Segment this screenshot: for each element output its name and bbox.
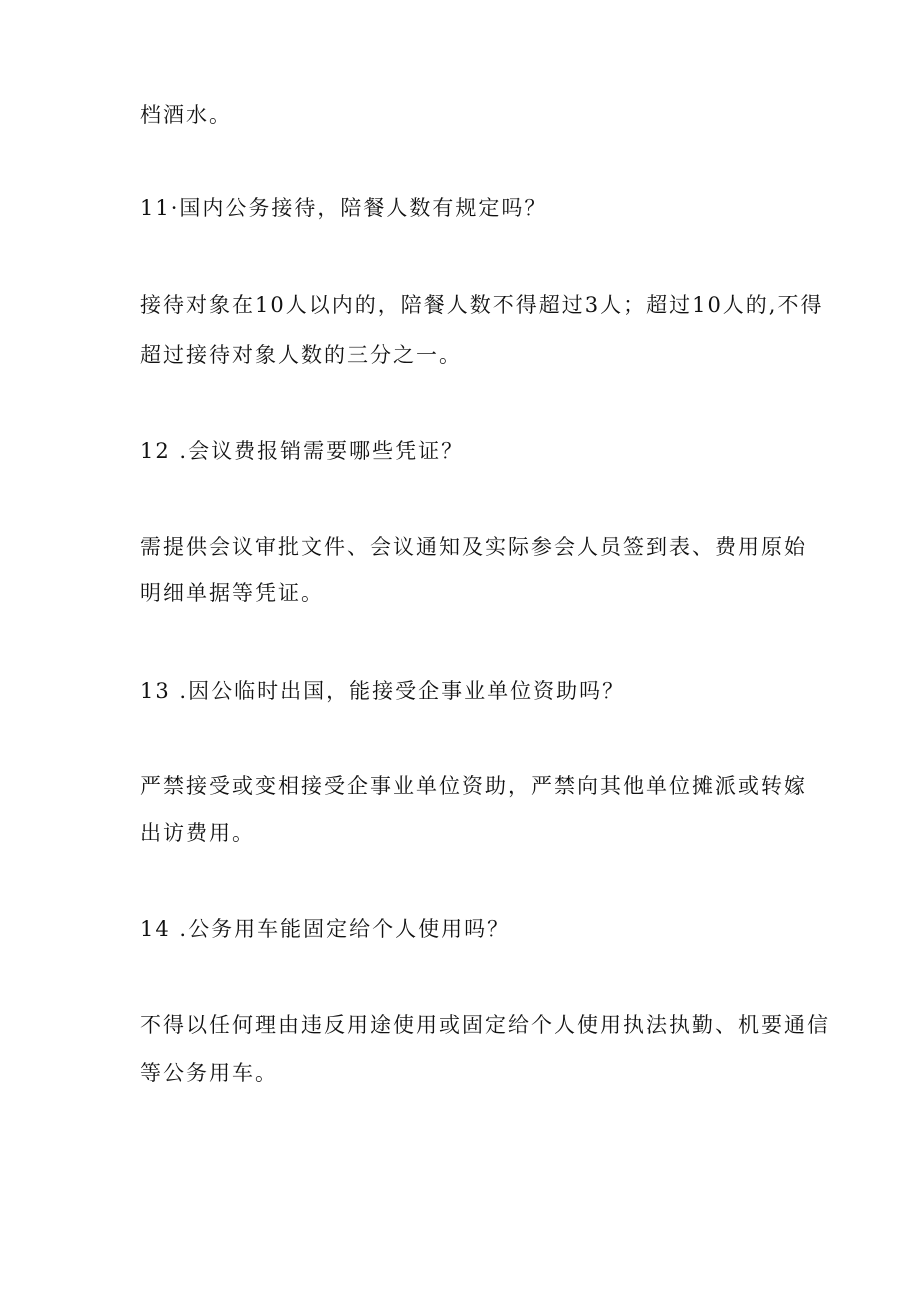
- answer-11-line-1: 接待对象在10人以内的，陪餐人数不得超过3人；超过10人的,不得: [140, 293, 824, 317]
- question-11: 11·国内公务接待，陪餐人数有规定吗？: [140, 196, 548, 220]
- answer-10-line-2: 档酒水。: [140, 103, 232, 127]
- answer-12-line-2: 明细单据等凭证。: [140, 581, 324, 605]
- answer-13-line-1: 严禁接受或变相接受企事业单位资助，严禁向其他单位摊派或转嫁: [140, 774, 807, 798]
- question-12: 12 .会议费报销需要哪些凭证？: [140, 439, 465, 463]
- question-14: 14 .公务用车能固定给个人使用吗？: [140, 917, 511, 941]
- answer-14-line-1: 不得以任何理由违反用途使用或固定给个人使用执法执勤、机要通信: [140, 1013, 830, 1037]
- answer-12-line-1: 需提供会议审批文件、会议通知及实际参会人员签到表、费用原始: [140, 535, 807, 559]
- question-13: 13 .因公临时出国，能接受企事业单位资助吗？: [140, 679, 626, 703]
- answer-14-line-2: 等公务用车。: [140, 1061, 278, 1085]
- answer-13-line-2: 出访费用。: [140, 821, 255, 845]
- answer-11-line-2: 超过接待对象人数的三分之一。: [140, 343, 462, 367]
